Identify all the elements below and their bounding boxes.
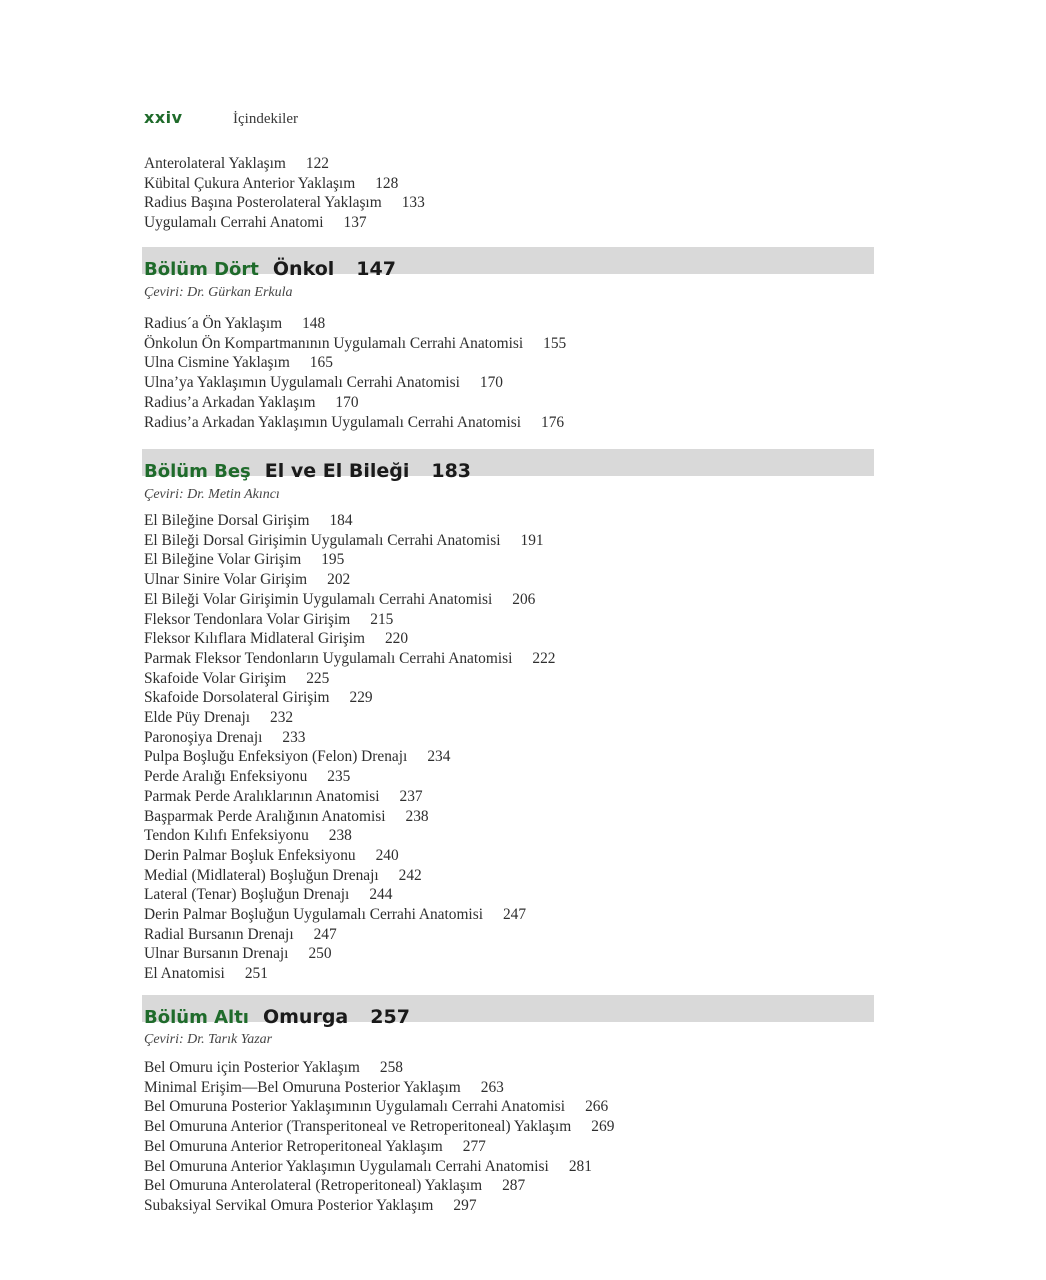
section-label: Bölüm Dört bbox=[144, 258, 259, 280]
entry-title: Ulnar Sinire Volar Girişim bbox=[144, 571, 308, 589]
entry-title: Parmak Fleksor Tendonların Uygulamalı Cerrahi Anatomisi bbox=[144, 649, 513, 667]
entry-page: 215 bbox=[370, 610, 394, 628]
entry-page: 229 bbox=[349, 689, 373, 707]
toc-entry[interactable] bbox=[144, 787, 555, 807]
toc-entry[interactable] bbox=[144, 570, 555, 590]
entry-page: 148 bbox=[302, 315, 326, 332]
entry-page: 263 bbox=[480, 1078, 504, 1096]
section-4-entry-list bbox=[144, 314, 566, 432]
entry-title: Fleksor Kılıflara Midlateral Girişim bbox=[144, 630, 365, 648]
entry-title: Skafoide Dorsolateral Girişim bbox=[144, 689, 330, 707]
entry-title: El Bileği Dorsal Girişimin Uygulamalı Cerrahi Anatomisi bbox=[144, 531, 501, 549]
entry-title: El Bileğine Dorsal Girişim bbox=[144, 512, 310, 529]
entry-page: 128 bbox=[375, 174, 399, 192]
section-title: Omurga bbox=[262, 1006, 349, 1028]
entry-title: Derin Palmar Boşluk Enfeksiyonu bbox=[144, 846, 356, 864]
entry-page: 222 bbox=[532, 649, 556, 667]
entry-page: 247 bbox=[313, 925, 337, 943]
section-title: Önkol bbox=[272, 258, 335, 280]
toc-entry[interactable] bbox=[144, 866, 555, 886]
entry-title: Radius Başına Posterolateral Yaklaşım bbox=[144, 194, 382, 212]
section-page: 147 bbox=[356, 258, 396, 280]
entry-page: 297 bbox=[453, 1196, 477, 1214]
toc-entry[interactable] bbox=[144, 1196, 614, 1216]
toc-entry[interactable] bbox=[144, 193, 425, 213]
toc-entry[interactable] bbox=[144, 353, 566, 373]
toc-entry[interactable] bbox=[144, 393, 566, 413]
entry-title: Skafoide Volar Girişim bbox=[144, 669, 287, 687]
toc-entry[interactable] bbox=[144, 944, 555, 964]
entry-page: 238 bbox=[405, 807, 429, 825]
translator-credit: Çeviri: Dr. Tarık Yazar bbox=[144, 1032, 273, 1047]
entry-title: El Bileği Volar Girişimin Uygulamalı Cerrahi Anatomisi bbox=[144, 590, 493, 608]
entry-page: 170 bbox=[479, 374, 503, 392]
entry-page: 240 bbox=[375, 846, 399, 864]
entry-title: Fleksor Tendonlara Volar Girişim bbox=[144, 610, 351, 628]
entry-title: El Bileğine Volar Girişim bbox=[144, 551, 302, 569]
toc-entry[interactable] bbox=[144, 826, 555, 846]
entry-title: Derin Palmar Boşluğun Uygulamalı Cerrahi Anatomisi bbox=[144, 906, 483, 924]
entry-page: 220 bbox=[384, 630, 409, 648]
translator-credit: Çeviri: Dr. Metin Akıncı bbox=[144, 487, 280, 502]
toc-entry[interactable] bbox=[144, 688, 555, 708]
entry-page: 235 bbox=[327, 768, 351, 786]
toc-entry[interactable] bbox=[144, 669, 555, 689]
section-heading-4[interactable] bbox=[144, 254, 396, 284]
entry-title: Önkolun Ön Kompartmanının Uygulamalı Cerrahi Anatomisi bbox=[144, 334, 524, 352]
entry-page: 195 bbox=[321, 551, 345, 569]
entry-title: Medial (Midlateral) Boşluğun Drenajı bbox=[144, 866, 379, 884]
entry-title: Bel Omuruna Anterior Retroperitoneal Yaklaşım bbox=[144, 1137, 443, 1155]
intro-entry-list bbox=[144, 154, 425, 233]
entry-title: Parmak Perde Aralıklarının Anatomisi bbox=[144, 787, 380, 805]
entry-page: 137 bbox=[343, 214, 367, 232]
toc-entry[interactable] bbox=[144, 174, 425, 194]
toc-entry[interactable] bbox=[144, 314, 566, 334]
entry-title: Perde Aralığı Enfeksiyonu bbox=[144, 768, 308, 786]
entry-page: 133 bbox=[401, 194, 425, 212]
entry-page: 225 bbox=[306, 669, 330, 687]
entry-title: Anterolateral Yaklaşım bbox=[144, 155, 286, 172]
entry-title: Bel Omuru için Posterior Yaklaşım bbox=[144, 1059, 360, 1076]
entry-page: 233 bbox=[282, 728, 306, 746]
running-head bbox=[144, 108, 298, 130]
toc-entry[interactable] bbox=[144, 334, 566, 354]
toc-entry[interactable] bbox=[144, 511, 555, 531]
entry-title: Bel Omuruna Anterior (Transperitoneal ve Retroperitoneal) Yaklaşım bbox=[144, 1118, 572, 1136]
toc-entry[interactable] bbox=[144, 1176, 614, 1196]
entry-page: 122 bbox=[305, 155, 329, 172]
entry-title: Uygulamalı Cerrahi Anatomi bbox=[144, 214, 324, 232]
page-number: xxiv bbox=[144, 108, 183, 127]
entry-title: Ulnar Bursanın Drenajı bbox=[144, 945, 289, 963]
entry-page: 238 bbox=[328, 827, 352, 845]
entry-title: Minimal Erişim—Bel Omuruna Posterior Yaklaşım bbox=[144, 1078, 461, 1096]
entry-title: Radius’a Arkadan Yaklaşım bbox=[144, 393, 316, 411]
toc-entry[interactable] bbox=[144, 629, 555, 649]
entry-title: Ulna’ya Yaklaşımın Uygulamalı Cerrahi Anatomisi bbox=[144, 374, 460, 392]
entry-page: 258 bbox=[379, 1059, 403, 1076]
toc-entry[interactable] bbox=[144, 373, 566, 393]
toc-entry[interactable] bbox=[144, 590, 555, 610]
entry-page: 247 bbox=[502, 906, 527, 924]
toc-entry[interactable] bbox=[144, 610, 555, 630]
entry-page: 250 bbox=[308, 945, 332, 963]
running-title: İçindekiler bbox=[233, 111, 298, 127]
toc-entry[interactable] bbox=[144, 1117, 614, 1137]
toc-entry[interactable] bbox=[144, 728, 555, 748]
entry-title: Tendon Kılıfı Enfeksiyonu bbox=[144, 827, 309, 845]
toc-entry[interactable] bbox=[144, 885, 555, 905]
entry-title: Pulpa Boşluğu Enfeksiyon (Felon) Drenajı bbox=[144, 748, 408, 766]
entry-page: 277 bbox=[462, 1137, 486, 1155]
toc-entry[interactable] bbox=[144, 154, 425, 174]
entry-title: Bel Omuruna Posterior Yaklaşımının Uygulamalı Cerrahi Anatomisi bbox=[144, 1098, 566, 1116]
section-6-entry-list bbox=[144, 1058, 614, 1216]
toc-entry[interactable] bbox=[144, 905, 555, 925]
section-page: 257 bbox=[370, 1006, 410, 1028]
entry-title: Başparmak Perde Aralığının Anatomisi bbox=[144, 807, 386, 825]
entry-page: 202 bbox=[327, 571, 351, 589]
entry-page: 155 bbox=[543, 334, 567, 352]
toc-entry[interactable] bbox=[144, 550, 555, 570]
entry-page: 232 bbox=[270, 709, 294, 727]
toc-entry[interactable] bbox=[144, 767, 555, 787]
entry-page: 184 bbox=[329, 512, 353, 529]
entry-page: 206 bbox=[512, 590, 536, 608]
entry-title: Lateral (Tenar) Boşluğun Drenajı bbox=[144, 886, 350, 904]
section-heading-6[interactable] bbox=[144, 1002, 410, 1032]
section-label: Bölüm Altı bbox=[144, 1006, 249, 1028]
entry-page: 242 bbox=[398, 866, 422, 884]
toc-entry[interactable] bbox=[144, 1137, 614, 1157]
entry-title: Radius´a Ön Yaklaşım bbox=[144, 315, 283, 332]
entry-page: 251 bbox=[244, 965, 268, 983]
toc-entry[interactable] bbox=[144, 1058, 614, 1078]
toc-entry[interactable] bbox=[144, 925, 555, 945]
entry-page: 266 bbox=[585, 1098, 609, 1116]
entry-page: 191 bbox=[520, 531, 544, 549]
entry-page: 269 bbox=[591, 1118, 615, 1136]
entry-page: 176 bbox=[541, 413, 565, 431]
entry-title: Radial Bursanın Drenajı bbox=[144, 925, 294, 943]
entry-title: Kübital Çukura Anterior Yaklaşım bbox=[144, 174, 356, 192]
toc-entry[interactable] bbox=[144, 1097, 614, 1117]
entry-title: El Anatomisi bbox=[144, 965, 225, 983]
entry-title: Subaksiyal Servikal Omura Posterior Yaklaşım bbox=[144, 1196, 434, 1214]
entry-page: 287 bbox=[502, 1177, 526, 1195]
toc-entry[interactable] bbox=[144, 846, 555, 866]
section-5-entry-list bbox=[144, 511, 555, 984]
section-heading-5[interactable] bbox=[144, 456, 471, 486]
entry-page: 165 bbox=[309, 354, 333, 372]
section-title: El ve El Bileği bbox=[264, 460, 410, 482]
entry-page: 281 bbox=[568, 1157, 592, 1175]
toc-entry[interactable] bbox=[144, 649, 555, 669]
toc-entry[interactable] bbox=[144, 1078, 614, 1098]
entry-title: Radius’a Arkadan Yaklaşımın Uygulamalı Cerrahi Anatomisi bbox=[144, 413, 522, 431]
entry-page: 234 bbox=[427, 748, 451, 766]
entry-title: Paronoşiya Drenajı bbox=[144, 728, 263, 746]
entry-page: 237 bbox=[399, 787, 423, 805]
section-label: Bölüm Beş bbox=[144, 460, 251, 482]
toc-entry[interactable] bbox=[144, 807, 555, 827]
toc-entry[interactable] bbox=[144, 531, 555, 551]
toc-entry[interactable] bbox=[144, 747, 555, 767]
entry-title: Bel Omuruna Anterior Yaklaşımın Uygulamalı Cerrahi Anatomisi bbox=[144, 1157, 549, 1175]
toc-entry[interactable] bbox=[144, 1157, 614, 1177]
toc-entry[interactable] bbox=[144, 964, 555, 984]
entry-page: 170 bbox=[335, 393, 359, 411]
toc-entry[interactable] bbox=[144, 413, 566, 433]
entry-page: 244 bbox=[369, 886, 393, 904]
section-page: 183 bbox=[431, 460, 472, 482]
toc-entry[interactable] bbox=[144, 708, 555, 728]
entry-title: Bel Omuruna Anterolateral (Retroperitoneal) Yaklaşım bbox=[144, 1177, 483, 1195]
translator-credit: Çeviri: Dr. Gürkan Erkula bbox=[144, 285, 293, 300]
entry-title: Elde Püy Drenajı bbox=[144, 709, 250, 727]
toc-entry[interactable] bbox=[144, 213, 425, 233]
entry-title: Ulna Cismine Yaklaşım bbox=[144, 354, 290, 372]
